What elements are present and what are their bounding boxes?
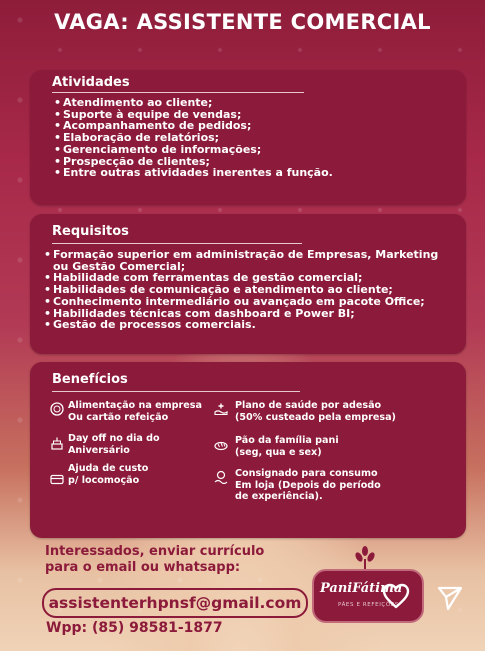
list-item: • Prospecção de clientes; xyxy=(54,156,333,168)
contact-instructions: Interessados, enviar currículo para o email ou whatsapp: xyxy=(45,544,265,575)
list-item: • Entre outras atividades inerentes a função. xyxy=(54,167,333,179)
list-item-continuation: ou Gestão Comercial; xyxy=(53,259,186,273)
list-item: • Elaboração de relatórios; xyxy=(54,132,333,144)
send-icon[interactable] xyxy=(437,585,463,611)
activities-list xyxy=(30,97,333,179)
list-item: • Gerenciamento de informações; xyxy=(54,144,333,156)
benefit-transport: Ajuda de custo p/ locomoção xyxy=(68,463,149,486)
logo-tagline: PÃES E REFEIÇÕES xyxy=(338,602,399,608)
like-heart-icon[interactable] xyxy=(382,583,410,609)
requirements-divider xyxy=(52,243,302,244)
benefit-health-plan: Plano de saúde por adesão (50% custeado pela empresa) xyxy=(235,400,396,423)
bread-icon xyxy=(214,438,228,452)
birthday-cake-icon xyxy=(50,436,64,450)
list-item: • Formação superior em administração de Empresas, Marketing xyxy=(44,249,438,261)
activities-divider xyxy=(52,92,304,93)
page-title: VAGA: ASSISTENTE COMERCIAL xyxy=(54,10,431,34)
list-item: • Atendimento ao cliente; xyxy=(54,97,333,109)
email-link[interactable]: assistenterhpnsf@gmail.com xyxy=(42,588,308,618)
benefit-day-off: Day off no dia do Aniversário xyxy=(68,433,160,456)
logo-name: PaniFátima xyxy=(320,581,403,596)
list-item: • Suporte à equipe de vendas; xyxy=(54,109,333,121)
benefit-meal: Alimentação na empresa Ou cartão refeição xyxy=(68,400,202,423)
requirements-card xyxy=(30,214,466,354)
benefit-consigned: Consignado para consumo Em loja (Depois do período de experiência). xyxy=(235,468,381,503)
requirements-heading: Requisitos xyxy=(52,224,129,239)
list-item: • Habilidade com ferramentas de gestão comercial; xyxy=(44,272,438,284)
whatsapp-number[interactable]: Wpp: (85) 98581-1877 xyxy=(46,620,223,636)
requirements-list xyxy=(20,249,438,331)
activities-card xyxy=(30,70,466,205)
benefit-bread: Pão da família pani (seg, qua e sex) xyxy=(235,435,339,458)
transport-card-icon xyxy=(50,472,64,486)
activities-heading: Atividades xyxy=(52,75,130,90)
list-item: • Gestão de processos comerciais. xyxy=(44,319,438,331)
list-item: • Habilidades de comunicação e atendimento ao cliente; xyxy=(44,284,438,296)
benefits-card xyxy=(30,362,466,538)
benefits-heading: Benefícios xyxy=(52,372,128,387)
list-item: • Habilidades técnicas com dashboard e Power BI; xyxy=(44,308,438,320)
health-plan-icon xyxy=(214,402,228,416)
list-item: • Acompanhamento de pedidos; xyxy=(54,120,333,132)
meal-voucher-icon xyxy=(50,402,64,416)
consigned-loan-icon xyxy=(214,470,228,484)
benefits-divider xyxy=(52,391,300,392)
list-item: • Conhecimento intermediário ou avançado em pacote Office; xyxy=(44,296,438,308)
